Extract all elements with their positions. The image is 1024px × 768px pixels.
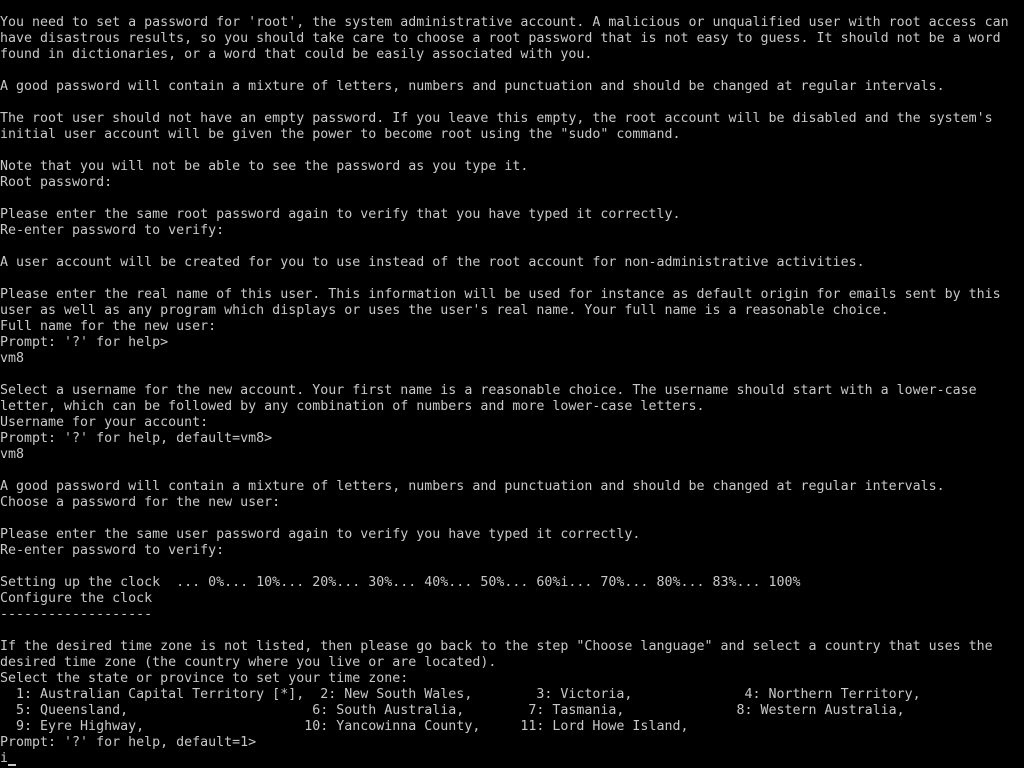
console-line: A user account will be created for you to use instead of the root account for non-administrative activities. (0, 255, 865, 270)
console-line: 5: Queensland, 6: South Australia, 7: Tasmania, 8: Western Australia, (0, 703, 905, 718)
console-line: 9: Eyre Highway, 10: Yancowinna County, 11: Lord Howe Island, (0, 719, 689, 734)
console-line: Please enter the same user password again to verify you have typed it correctly. (0, 527, 641, 542)
console-line (0, 239, 1024, 255)
console-line: Re-enter password to verify: (0, 223, 225, 238)
console-line: The root user should not have an empty password. If you leave this empty, the root account will be disabled and the system's (0, 111, 993, 126)
console-line: A good password will contain a mixture of letters, numbers and punctuation and should be changed at regular intervals. (0, 79, 945, 94)
console-line: You need to set a password for 'root', the system administrative account. A malicious or unqualified user with root access can (0, 15, 1009, 30)
console-line: vm8 (0, 447, 25, 462)
console-line: letter, which can be followed by any combination of numbers and more lower-case letters. (0, 399, 705, 414)
console-line (0, 191, 1024, 207)
terminal-console[interactable] (0, 15, 1024, 767)
console-line (0, 271, 1024, 287)
console-line: desired time zone (the country where you live or are located). (0, 655, 497, 670)
console-line: vm8 (0, 351, 25, 366)
console-line: Prompt: '?' for help> (0, 335, 169, 350)
console-line (0, 511, 1024, 527)
text-cursor (8, 764, 16, 766)
console-input-line[interactable] (0, 751, 1024, 767)
console-line: found in dictionaries, or a word that could be easily associated with you. (0, 47, 593, 62)
console-line: Prompt: '?' for help, default=vm8> (0, 431, 273, 446)
console-line: user as well as any program which displays or uses the user's real name. Your full name is a reasonable choice. (0, 303, 889, 318)
console-line: Configure the clock (0, 591, 153, 606)
console-line: Re-enter password to verify: (0, 543, 225, 558)
console-line: Username for your account: (0, 415, 209, 430)
console-line: 1: Australian Capital Territory [*], 2: New South Wales, 3: Victoria, 4: Northern Territory, (0, 687, 921, 702)
console-line: have disastrous results, so you should take care to choose a root password that is not easy to guess. It should not be a word (0, 31, 1001, 46)
console-line: ------------------- (0, 607, 153, 622)
console-line: Choose a password for the new user: (0, 495, 281, 510)
console-line: Select a username for the new account. Your first name is a reasonable choice. The username should start with a lower-case (0, 383, 977, 398)
console-line: If the desired time zone is not listed, then please go back to the step "Choose language" and select a country that uses the (0, 639, 993, 654)
console-line (0, 95, 1024, 111)
console-input-text[interactable]: i (0, 751, 9, 766)
console-line (0, 559, 1024, 575)
console-line: Please enter the same root password again to verify that you have typed it correctly. (0, 207, 681, 222)
console-line: A good password will contain a mixture of letters, numbers and punctuation and should be changed at regular intervals. (0, 479, 945, 494)
console-line: Setting up the clock ... 0%... 10%... 20%... 30%... 40%... 50%... 60%i... 70%... 80%... 83%... 100% (0, 575, 801, 590)
console-line: Root password: (0, 175, 113, 190)
console-line: Full name for the new user: (0, 319, 217, 334)
console-line: initial user account will be given the power to become root using the "sudo" command. (0, 127, 681, 142)
console-line (0, 143, 1024, 159)
console-line (0, 367, 1024, 383)
console-line: Select the state or province to set your time zone: (0, 671, 409, 686)
console-line (0, 623, 1024, 639)
console-line: Prompt: '?' for help, default=1> (0, 735, 257, 750)
console-line: Please enter the real name of this user. This information will be used for instance as default origin for emails sent by this (0, 287, 1001, 302)
console-line (0, 463, 1024, 479)
console-line (0, 63, 1024, 79)
console-line: Note that you will not be able to see the password as you type it. (0, 159, 529, 174)
